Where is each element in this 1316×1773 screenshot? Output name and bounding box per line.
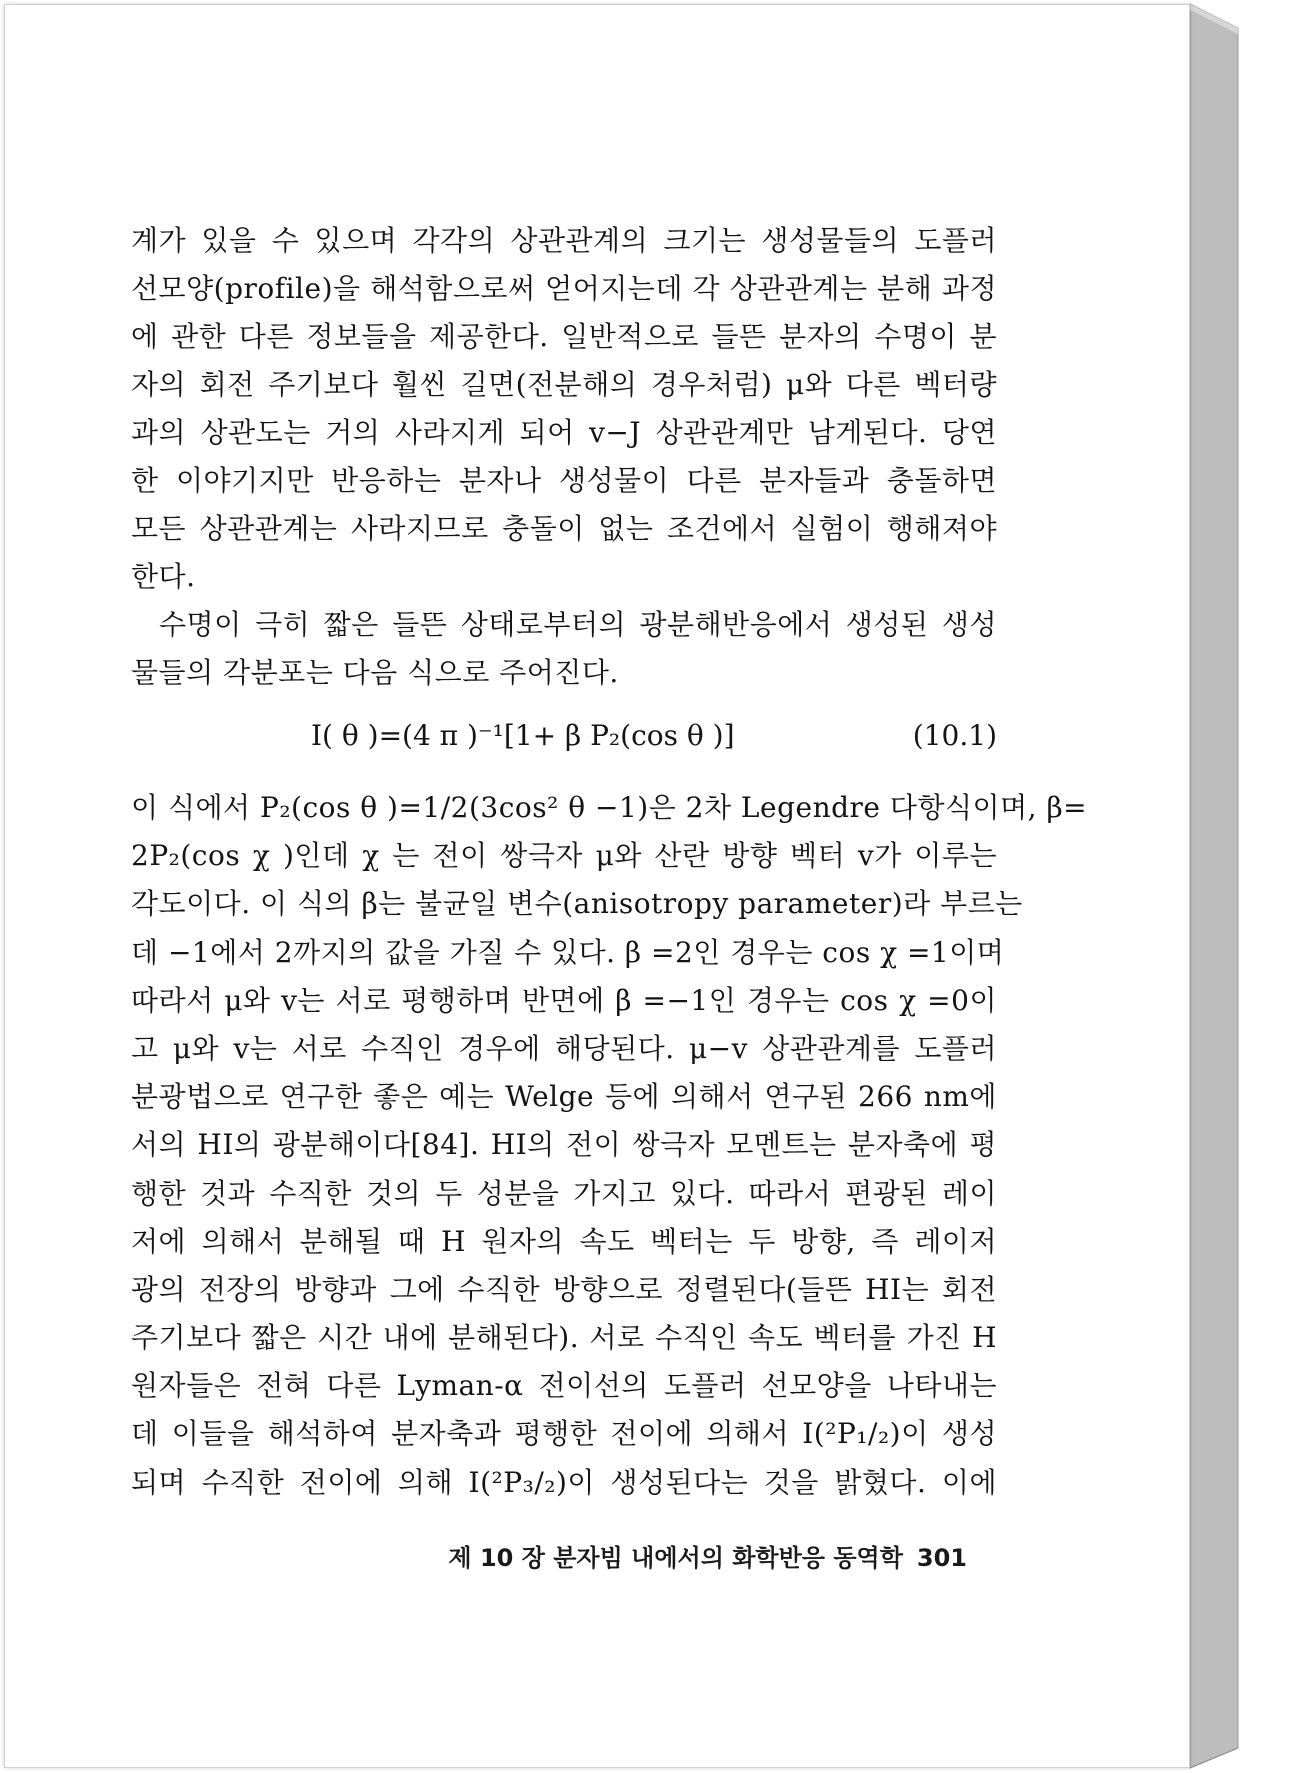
- text-line: 되며 수직한 전이에 의해 I(²P₃/₂)이 생성된다는 것을 밝혔다. 이에: [131, 1465, 997, 1499]
- text-line: 데 −1에서 2까지의 값을 가질 수 있다. β =2인 경우는 cos χ =1이며: [131, 935, 1005, 969]
- text-line: 수명이 극히 짧은 들뜬 상태로부터의 광분해반응에서 생성된 생성: [159, 608, 997, 641]
- text-line: 2P₂(cos χ )인데 χ 는 전이 쌍극자 μ와 산란 방향 벡터 v가 이루는: [131, 839, 997, 873]
- page-number: 301: [916, 1544, 967, 1572]
- chapter-title: 제 10 장 분자빔 내에서의 화학반응 동역학: [448, 1544, 903, 1572]
- text-line: 자의 회전 주기보다 훨씬 길면(전분해의 경우처럼) μ와 다른 벡터량: [131, 368, 997, 401]
- text-line: 행한 것과 수직한 것의 두 성분을 가지고 있다. 따라서 편광된 레이: [131, 1176, 997, 1210]
- text-line: 광의 전장의 방향과 그에 수직한 방향으로 정렬된다(들뜬 HI는 회전: [131, 1272, 997, 1306]
- equation-10-1: [131, 712, 997, 760]
- running-footer: [131, 1538, 967, 1573]
- body-text-top: [131, 217, 997, 697]
- text-line: 원자들은 전혀 다른 Lyman-α 전이선의 도플러 선모양을 나타내는: [131, 1369, 997, 1403]
- equation-expression: I( θ )=(4 π )⁻¹[1+ β P₂(cos θ )]: [311, 719, 735, 752]
- text-line: 따라서 μ와 v는 서로 평행하며 반면에 β =−1인 경우는 cos χ =0이: [131, 983, 997, 1017]
- text-line: 에 관한 다른 정보들을 제공한다. 일반적으로 들뜬 분자의 수명이 분: [131, 320, 997, 353]
- text-line: 계가 있을 수 있으며 각각의 상관관계의 크기는 생성물들의 도플러: [131, 224, 997, 257]
- text-line: 과의 상관도는 거의 사라지게 되어 v−J 상관관계만 남게된다. 당연: [131, 416, 997, 449]
- text-line: 한다.: [131, 560, 196, 593]
- text-line: 한 이야기지만 반응하는 분자나 생성물이 다른 분자들과 충돌하면: [131, 464, 997, 497]
- text-line: 서의 HI의 광분해이다[84]. HI의 전이 쌍극자 모멘트는 분자축에 평: [131, 1128, 997, 1162]
- equation-number: (10.1): [912, 719, 997, 752]
- text-line: 고 μ와 v는 서로 수직인 경우에 해당된다. μ−v 상관관계를 도플러: [131, 1031, 997, 1065]
- text-line: 주기보다 짧은 시간 내에 분해된다). 서로 수직인 속도 벡터를 가진 H: [131, 1321, 997, 1355]
- text-line: 저에 의해서 분해될 때 H 원자의 속도 벡터는 두 방향, 즉 레이저: [131, 1224, 997, 1258]
- text-line: 선모양(profile)을 해석함으로써 얻어지는데 각 상관관계는 분해 과정: [131, 272, 997, 305]
- text-line: 물들의 각분포는 다음 식으로 주어진다.: [131, 656, 619, 689]
- text-line: 이 식에서 P₂(cos θ )=1/2(3cos² θ −1)은 2차 Legendre 다항식이며, β=: [131, 791, 1088, 824]
- body-text-bottom: [131, 784, 1088, 1507]
- text-line: 분광법으로 연구한 좋은 예는 Welge 등에 의해서 연구된 266 nm에: [131, 1080, 997, 1114]
- text-line: 모든 상관관계는 사라지므로 충돌이 없는 조건에서 실험이 행해져야: [131, 512, 997, 545]
- text-line: 데 이들을 해석하여 분자축과 평행한 전이에 의해서 I(²P₁/₂)이 생성: [131, 1417, 997, 1451]
- text-line: 각도이다. 이 식의 β는 불균일 변수(anisotropy parameter)라 부르는: [131, 887, 1023, 921]
